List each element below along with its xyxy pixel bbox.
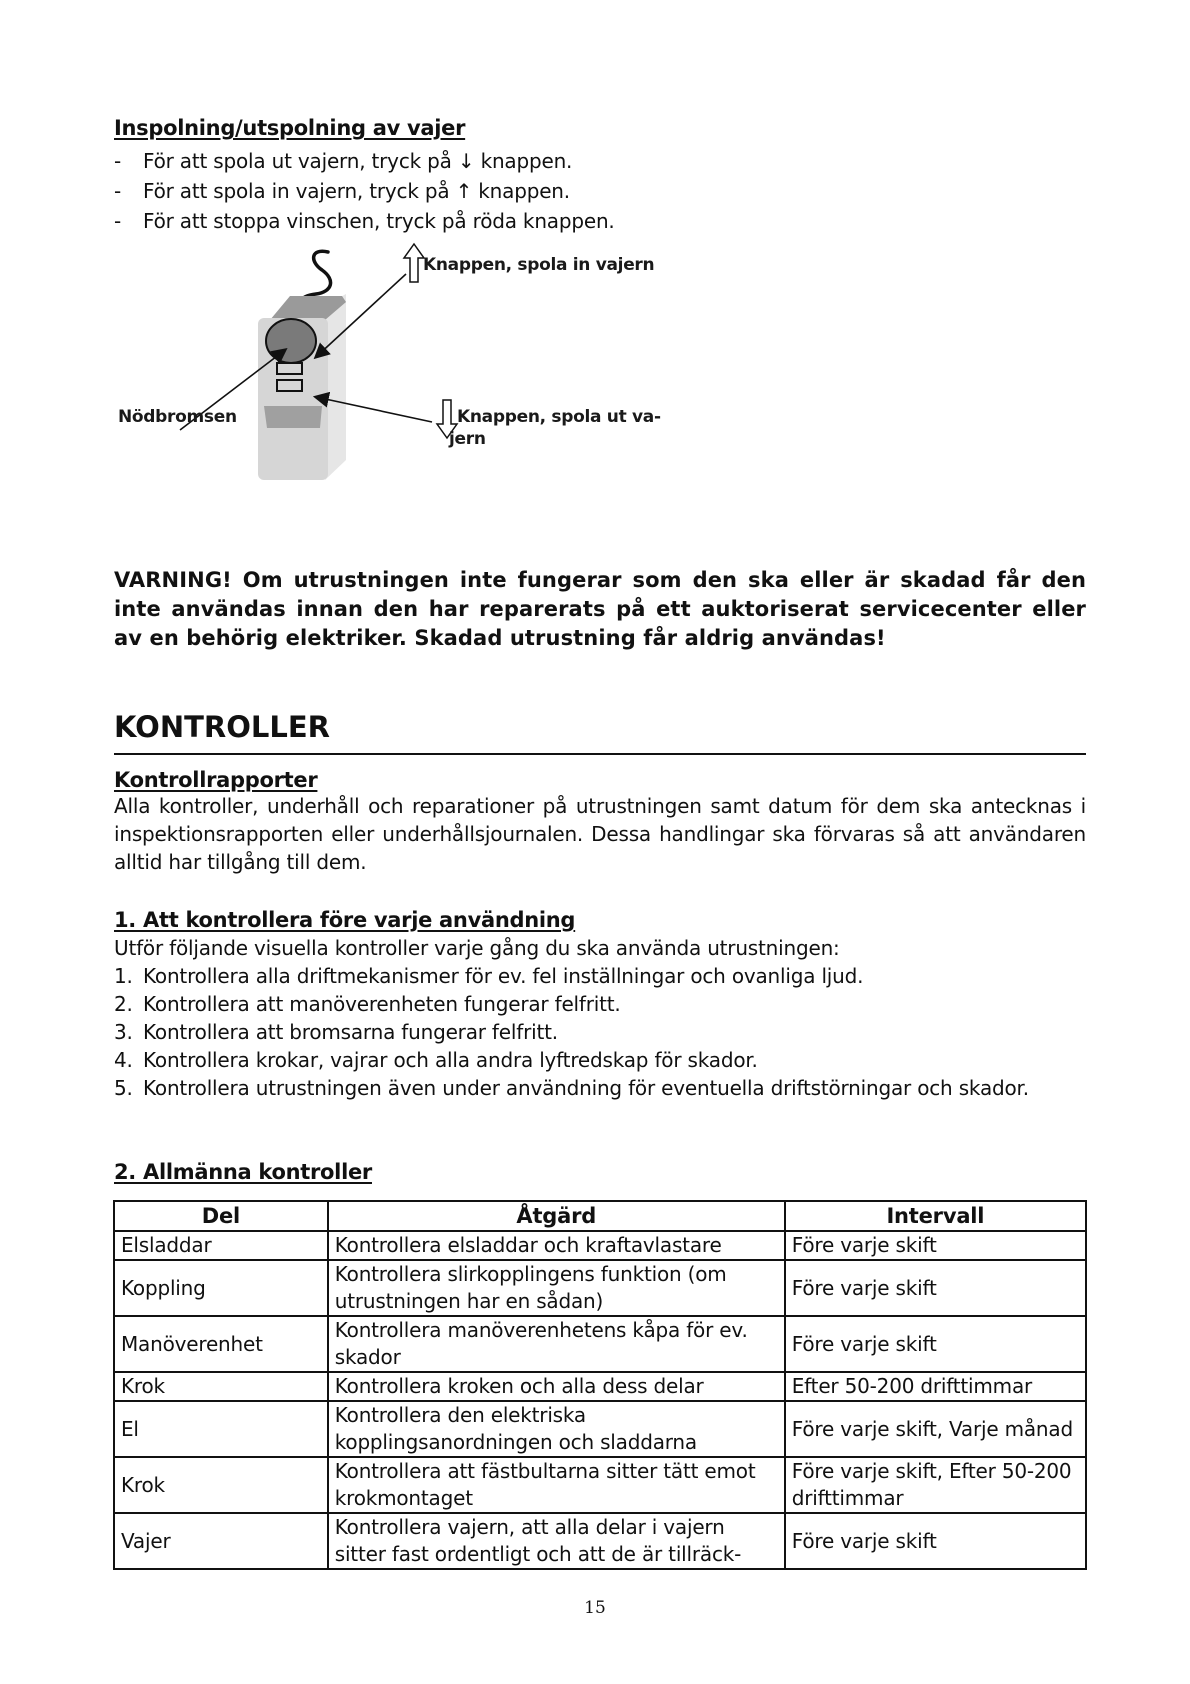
list-bullet: - [114,209,122,233]
list-item-text: För att spola in vajern, tryck på ↑ knappen. [143,179,570,203]
list-item-text: Kontrollera alla driftmekanismer för ev. fel inställningar och ovanliga ljud. [143,964,864,988]
cell-part: Krok [114,1372,328,1401]
list-item [114,1018,1086,1046]
column-header-action: Åtgärd [328,1201,785,1231]
list-number: 3. [114,1020,133,1044]
down-button [277,380,302,391]
emergency-brake-button [266,319,316,363]
subsection-title-before-use: 1. Att kontrollera före varje användning [114,908,576,932]
cell-part: Manöverenhet [114,1316,328,1372]
cell-interval: Före varje skift, Varje månad [785,1401,1086,1457]
general-checks-table [113,1200,1087,1570]
list-number: 4. [114,1048,133,1072]
cell-action: Kontrollera vajern, att alla delar i vajern sitter fast ordentligt och att de är tillräck- [328,1513,785,1569]
list-item [114,206,814,236]
table-header-row [114,1201,1086,1231]
cell-action: Kontrollera den elektriska kopplingsanordningen och sladdarna [328,1401,785,1457]
cell-part: Elsladdar [114,1231,328,1260]
before-use-checklist [114,962,1086,1102]
list-item [114,1046,1086,1074]
cell-action: Kontrollera att fästbultarna sitter tätt emot krokmontaget [328,1457,785,1513]
list-item [114,990,1086,1018]
list-item [114,146,814,176]
column-header-part: Del [114,1201,328,1231]
subsection-title-general-checks: 2. Allmänna kontroller [114,1160,372,1184]
cell-interval: Före varje skift [785,1260,1086,1316]
page-number: 15 [584,1598,606,1618]
unit-side-face [325,294,346,480]
table-row [114,1231,1086,1260]
before-use-intro: Utför följande visuella kontroller varje gång du ska använda utrustningen: [114,936,840,960]
cell-action: Kontrollera manöverenhetens kåpa för ev. skador [328,1316,785,1372]
spooling-instructions-list [114,146,814,236]
cell-action: Kontrollera slirkopplingens funktion (om utrustningen har en sådan) [328,1260,785,1316]
list-item-text: Kontrollera att manöverenheten fungerar felfritt. [143,992,621,1016]
table-row [114,1316,1086,1372]
cell-action: Kontrollera elsladdar och kraftavlastare [328,1231,785,1260]
reports-paragraph: Alla kontroller, underhåll och reparationer på utrustningen samt datum för dem ska antecknas i inspektionsrapporten eller underhållsjournalen. Dessa handlingar ska förvaras så att användaren alltid har tillgång till dem. [114,794,1086,874]
control-unit-diagram [110,240,710,530]
list-number: 1. [114,964,133,988]
cell-interval: Före varje skift [785,1316,1086,1372]
cell-interval: Efter 50-200 drifttimmar [785,1372,1086,1401]
cell-interval: Före varje skift [785,1231,1086,1260]
label-spool-out-button-line1: Knappen, spola ut va- [457,407,661,427]
list-bullet: - [114,179,122,203]
control-unit-illustration [110,240,710,530]
arrow-up-icon [404,244,424,282]
cell-action: Kontrollera kroken och alla dess delar [328,1372,785,1401]
list-bullet: - [114,149,122,173]
column-header-interval: Intervall [785,1201,1086,1231]
list-number: 2. [114,992,133,1016]
list-item [114,1074,1086,1102]
cell-interval: Före varje skift [785,1513,1086,1569]
heading-divider [114,753,1086,755]
cell-part: Krok [114,1457,328,1513]
table-row [114,1513,1086,1569]
up-button [277,363,302,374]
section-title-spooling: Inspolning/utspolning av vajer [114,116,466,140]
label-spool-in-button: Knappen, spola in vajern [423,255,655,275]
cell-part: El [114,1401,328,1457]
list-item-text: Kontrollera att bromsarna fungerar felfritt. [143,1020,558,1044]
list-item [114,962,1086,990]
table-row [114,1401,1086,1457]
table-row [114,1457,1086,1513]
list-item-text: För att spola ut vajern, tryck på ↓ knappen. [143,149,573,173]
list-item-text: Kontrollera utrustningen även under användning för eventuella driftstörningar och skador. [143,1076,1029,1100]
warning-paragraph: VARNING! Om utrustningen inte fungerar som den ska eller är skadad får den inte användas innan den har reparerats på ett auktoriserat servicecenter eller av en behörig elektriker. Skadad utrustning får aldrig användas! [114,568,1086,650]
cell-part: Vajer [114,1513,328,1569]
cell-interval: Före varje skift, Efter 50-200 drifttimmar [785,1457,1086,1513]
cell-part: Koppling [114,1260,328,1316]
label-emergency-brake: Nödbromsen [118,407,237,427]
list-item-text: Kontrollera krokar, vajrar och alla andra lyftredskap för skador. [143,1048,758,1072]
subsection-title-reports: Kontrollrapporter [114,768,318,792]
table-row [114,1372,1086,1401]
label-spool-out-button-line2: jern [449,429,486,449]
list-item-text: För att stoppa vinschen, tryck på röda knappen. [143,209,615,233]
list-item [114,176,814,206]
list-number: 5. [114,1076,133,1100]
unit-recess [264,406,322,428]
section-heading-kontroller: KONTROLLER [114,710,330,744]
table-row [114,1260,1086,1316]
